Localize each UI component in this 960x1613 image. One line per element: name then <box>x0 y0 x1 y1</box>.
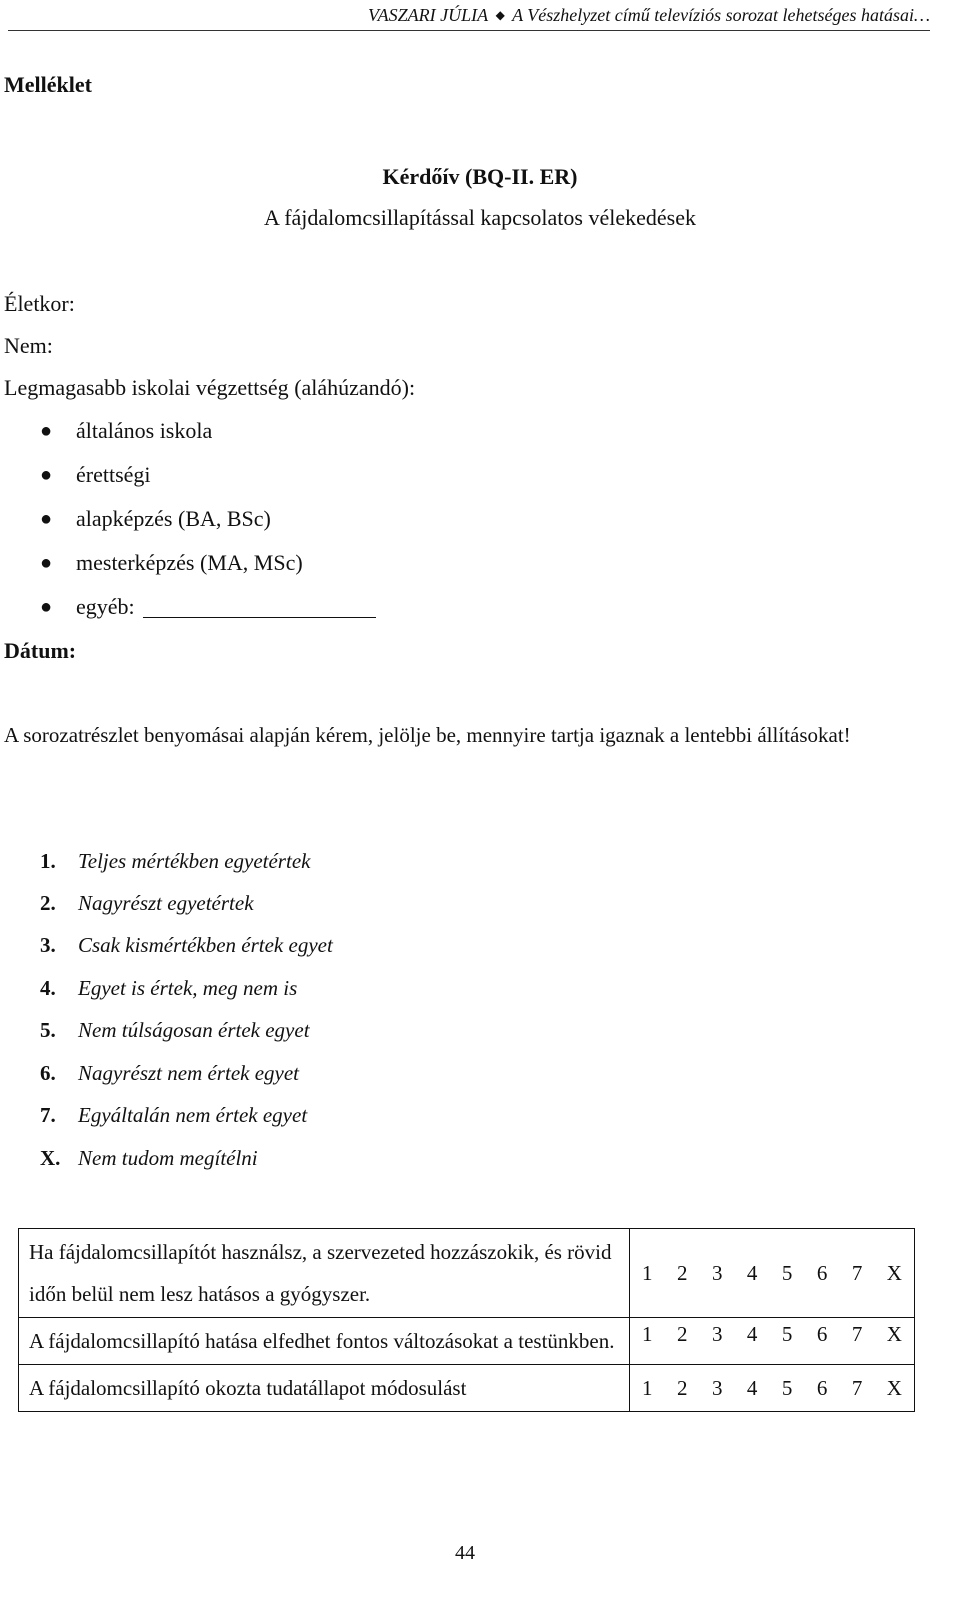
rating-option[interactable]: 4 <box>746 1322 758 1346</box>
scale-number: 5. <box>40 1018 56 1042</box>
scale-item <box>40 1103 307 1128</box>
table-row <box>19 1318 915 1365</box>
education-option[interactable] <box>40 462 151 488</box>
bullet-icon: ● <box>40 419 53 442</box>
education-label-text: Legmagasabb iskolai végzettség <box>4 375 289 400</box>
scale-text: Nagyrészt nem értek egyet <box>78 1061 300 1085</box>
education-option[interactable] <box>40 418 212 444</box>
statement-cell: A fájdalomcsillapító okozta tudatállapot módosulást <box>19 1365 630 1412</box>
education-option[interactable] <box>40 594 376 620</box>
scale-item <box>40 1146 258 1171</box>
scale-item <box>40 933 333 958</box>
rating-option[interactable]: 6 <box>816 1322 828 1346</box>
diamond-icon: ◆ <box>495 8 505 22</box>
rating-option[interactable]: 7 <box>851 1260 863 1285</box>
bullet-icon: ● <box>40 463 53 486</box>
rating-option[interactable]: 5 <box>781 1322 793 1346</box>
rating-option[interactable]: 4 <box>746 1375 758 1400</box>
scale-text: Teljes mértékben egyetértek <box>78 849 311 873</box>
education-option-label: egyéb: <box>76 594 135 619</box>
table-row <box>19 1365 915 1412</box>
scale-item <box>40 849 310 874</box>
rating-option[interactable]: 5 <box>781 1260 793 1285</box>
rating-option[interactable]: 6 <box>816 1260 828 1285</box>
bullet-icon: ● <box>40 595 53 618</box>
rating-option[interactable]: 5 <box>781 1375 793 1400</box>
questionnaire-title: Kérdőív (BQ-II. ER) <box>382 164 578 189</box>
education-option-label: alapképzés (BA, BSc) <box>76 506 271 531</box>
instruction-text: A sorozatrészlet benyomásai alapján kérem, jelölje be, mennyire tartja igaznak a lentebbi állításokat! <box>4 723 851 747</box>
rating-option[interactable]: 1 <box>642 1375 653 1400</box>
other-blank-line[interactable] <box>143 597 376 618</box>
header-title: A Vészhelyzet című televíziós sorozat lehetséges hatásai… <box>512 5 930 25</box>
rating-option[interactable]: 6 <box>816 1375 828 1400</box>
scale-text: Csak kismértékben értek egyet <box>78 933 333 957</box>
rating-option[interactable]: X <box>886 1322 902 1346</box>
header-author: VASZARI JÚLIA <box>368 5 489 25</box>
section-title: Melléklet <box>4 72 92 97</box>
rating-option[interactable]: 3 <box>711 1322 723 1346</box>
scale-text: Egyet is értek, meg nem is <box>78 976 298 1000</box>
rating-option[interactable]: 2 <box>676 1375 688 1400</box>
sex-label: Nem: <box>4 333 53 358</box>
bullet-icon: ● <box>40 551 53 574</box>
rating-option[interactable]: 2 <box>676 1260 688 1285</box>
scale-item <box>40 1018 310 1043</box>
education-note: (aláhúzandó): <box>288 375 416 400</box>
scale-number: 7. <box>40 1103 56 1127</box>
education-option[interactable] <box>40 550 303 576</box>
scale-item <box>40 891 254 916</box>
education-option[interactable] <box>40 506 271 532</box>
questionnaire-subtitle: A fájdalomcsillapítással kapcsolatos vélekedések <box>264 205 696 230</box>
options-cell <box>630 1365 915 1412</box>
rating-option[interactable]: 7 <box>851 1322 863 1346</box>
scale-number: 1. <box>40 849 56 873</box>
rating-option[interactable]: 1 <box>642 1322 653 1346</box>
scale-text: Nem tudom megítélni <box>78 1146 258 1170</box>
page-number: 44 <box>455 1542 475 1564</box>
date-label: Dátum: <box>4 638 77 663</box>
scale-number: X. <box>40 1146 61 1170</box>
rating-option[interactable]: X <box>886 1260 902 1285</box>
rating-option[interactable]: 3 <box>711 1260 723 1285</box>
table-row <box>19 1229 915 1318</box>
education-option-label: érettségi <box>76 462 151 487</box>
education-label <box>4 375 415 401</box>
rating-option[interactable]: 3 <box>711 1375 723 1400</box>
bullet-icon: ● <box>40 507 53 530</box>
scale-number: 4. <box>40 976 56 1000</box>
scale-number: 2. <box>40 891 56 915</box>
scale-text: Egyáltalán nem értek egyet <box>78 1103 308 1127</box>
running-header <box>8 4 930 31</box>
rating-option[interactable]: 4 <box>746 1260 758 1285</box>
scale-number: 3. <box>40 933 56 957</box>
rating-option[interactable]: 1 <box>642 1260 653 1285</box>
scale-text: Nem túlságosan értek egyet <box>78 1018 310 1042</box>
education-option-label: általános iskola <box>76 418 213 443</box>
options-cell <box>630 1229 915 1318</box>
rating-option[interactable]: X <box>886 1375 902 1400</box>
scale-number: 6. <box>40 1061 56 1085</box>
statement-cell: Ha fájdalomcsillapítót használsz, a szervezeted hozzászokik, és rövid időn belül nem lesz hatásos a gyógyszer. <box>19 1229 630 1318</box>
age-label: Életkor: <box>4 291 75 316</box>
scale-text: Nagyrészt egyetértek <box>78 891 254 915</box>
education-option-label: mesterképzés (MA, MSc) <box>76 550 303 575</box>
statement-cell: A fájdalomcsillapító hatása elfedhet fontos változásokat a testünkben. <box>19 1318 630 1365</box>
scale-item <box>40 1061 299 1086</box>
rating-table <box>18 1228 915 1412</box>
rating-option[interactable]: 7 <box>851 1375 863 1400</box>
rating-option[interactable]: 2 <box>676 1322 688 1346</box>
scale-item <box>40 976 297 1001</box>
options-cell <box>630 1318 915 1365</box>
